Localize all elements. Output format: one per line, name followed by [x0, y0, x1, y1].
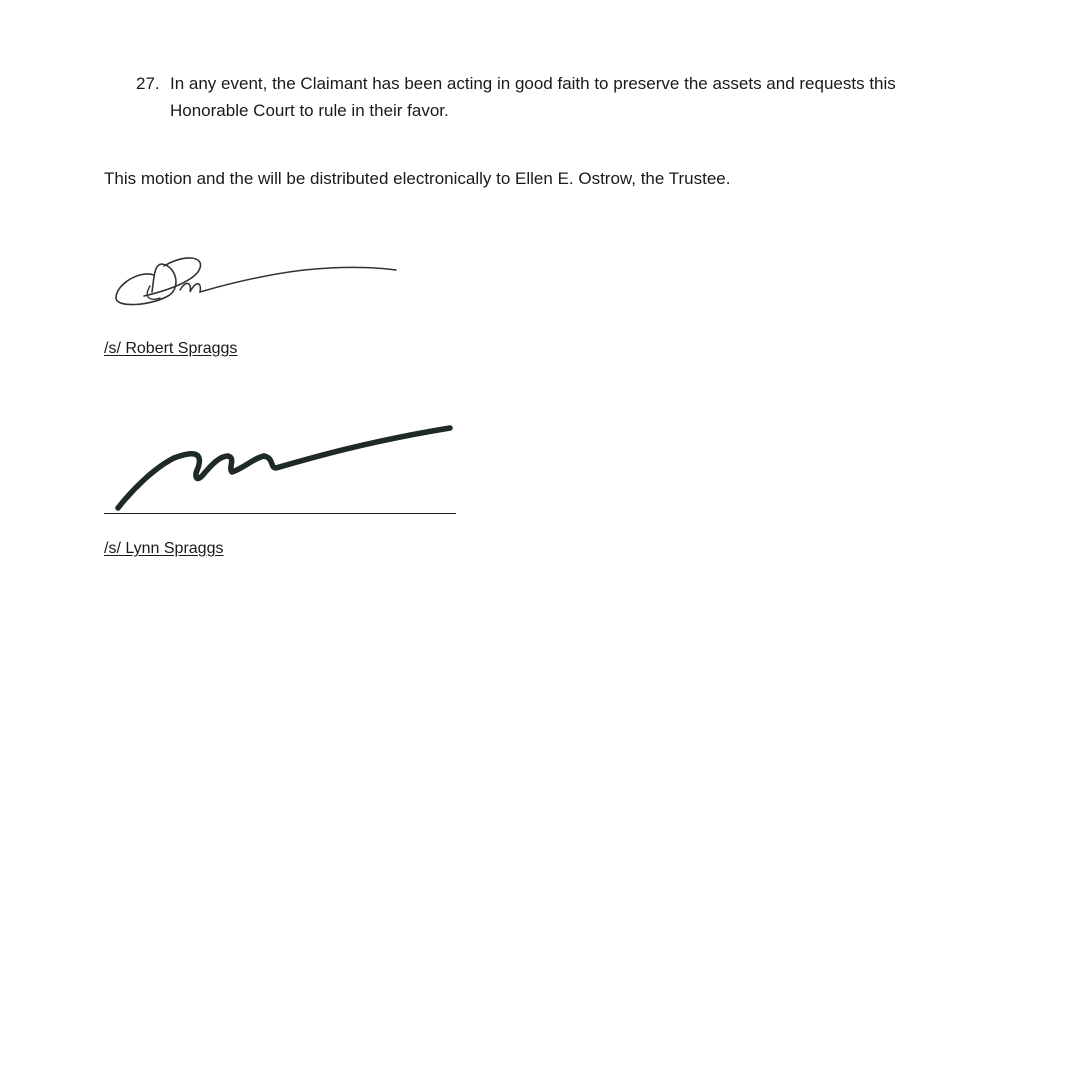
- distribution-note: This motion and the will be distributed electronically to Ellen E. Ostrow, the Trustee.: [104, 169, 731, 188]
- signer-name-robert: /s/ Robert Spraggs: [104, 340, 238, 357]
- paragraph-number: 27.: [136, 74, 160, 93]
- paragraph-text: In any event, the Claimant has been acting in good faith to preserve the assets and requests this Honorable Court to rule in their favor.: [170, 74, 896, 120]
- paragraph-27: [136, 70, 976, 124]
- lynn-signature-image: [104, 418, 464, 518]
- robert-signature-image: [104, 240, 404, 320]
- signer-name-lynn: /s/ Lynn Spraggs: [104, 540, 224, 557]
- signature-line: [104, 513, 456, 514]
